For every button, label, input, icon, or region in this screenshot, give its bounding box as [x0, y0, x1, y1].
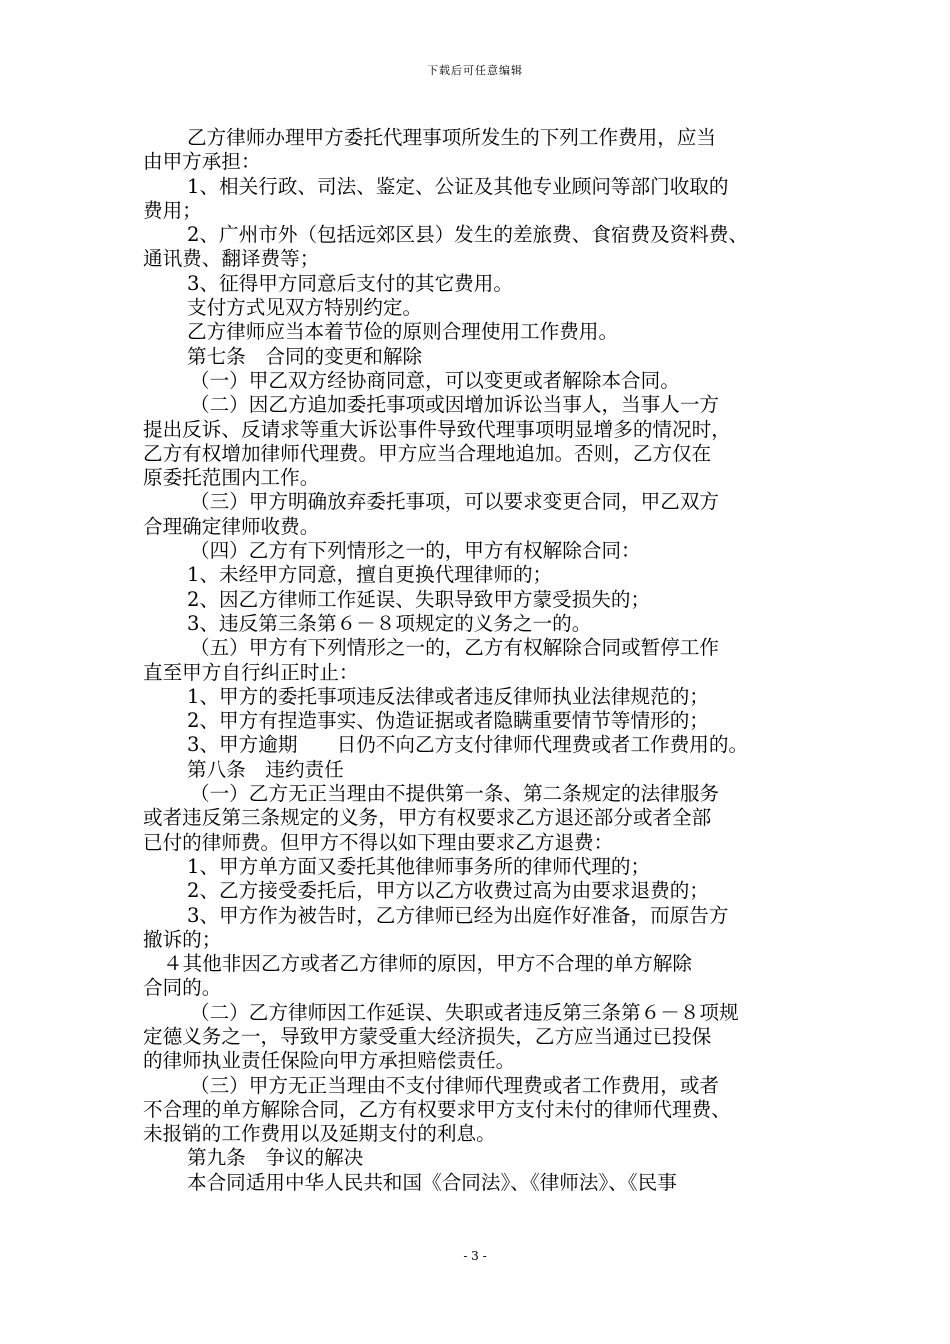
text-line: 2、甲方有捏造事实、伪造证据或者隐瞒重要情节等情形的；: [187, 709, 709, 733]
section-heading: 第七条 合同的变更和解除: [187, 344, 423, 368]
text-line: 直至甲方自行纠正时止：: [143, 660, 359, 684]
text-line: （五）甲方有下列情形之一的，乙方有权解除合同或暂停工作: [190, 636, 720, 660]
text-line: （四）乙方有下列情形之一的，甲方有权解除合同：: [190, 539, 641, 563]
text-line: 2、乙方接受委托后，甲方以乙方收费过高为由要求退费的；: [187, 879, 709, 903]
text-line: 不合理的单方解除合同，乙方有权要求甲方支付未付的律师代理费、: [143, 1097, 731, 1121]
section-heading: 第九条 争议的解决: [187, 1146, 364, 1170]
text-line: 合同的。: [143, 976, 222, 1000]
page-number: - 3 -: [463, 1249, 487, 1263]
text-line: （三）甲方无正当理由不支付律师代理费或者工作费用，或者: [190, 1073, 720, 1097]
text-line: 2、广州市外（包括远郊区县）发生的差旅费、食宿费及资料费、: [187, 223, 749, 247]
text-line: 3、甲方逾期 日仍不向乙方支付律师代理费或者工作费用的。: [187, 733, 749, 757]
header-note: 下载后可任意编辑: [427, 64, 523, 77]
text-line: 费用；: [143, 198, 202, 222]
text-line: （一）甲乙双方经协商同意，可以变更或者解除本合同。: [190, 368, 680, 392]
text-line: 通讯费、翻译费等；: [143, 247, 320, 271]
text-line: 1、甲方的委托事项违反法律或者违反律师执业法律规范的；: [187, 684, 709, 708]
text-line: 未报销的工作费用以及延期支付的利息。: [143, 1122, 496, 1146]
text-line: 乙方律师应当本着节俭的原则合理使用工作费用。: [187, 320, 619, 344]
text-line: 的律师执业责任保险向甲方承担赔偿责任。: [143, 1049, 516, 1073]
text-line: （一）乙方无正当理由不提供第一条、第二条规定的法律服务: [190, 782, 720, 806]
text-line: 1、甲方单方面又委托其他律师事务所的律师代理的；: [187, 854, 651, 878]
text-line: 撤诉的；: [143, 927, 222, 951]
text-line: 1、相关行政、司法、鉴定、公证及其他专业顾问等部门收取的: [187, 174, 729, 198]
text-line: 支付方式见双方特别约定。: [187, 296, 423, 320]
text-line: 3、违反第三条第６－８项规定的义务之一的。: [187, 611, 592, 635]
text-line: （三）甲方明确放弃委托事项，可以要求变更合同，甲乙双方: [190, 490, 720, 514]
text-line: 定德义务之一，导致甲方蒙受重大经济损失，乙方应当通过已投保: [143, 1024, 712, 1048]
text-line: 乙方律师办理甲方委托代理事项所发生的下列工作费用，应当: [187, 126, 717, 149]
text-line: 已付的律师费。但甲方不得以如下理由要求乙方退费：: [143, 830, 614, 854]
text-line: 2、因乙方律师工作延误、失职导致甲方蒙受损失的；: [187, 587, 651, 611]
text-line: 3、征得甲方同意后支付的其它费用。: [187, 271, 513, 295]
section-heading: 第八条 违约责任: [187, 757, 344, 781]
text-line: 3、甲方作为被告时，乙方律师已经为出庭作好准备，而原告方: [187, 903, 729, 927]
text-line: （二）因乙方追加委托事项或因增加诉讼当事人，当事人一方: [190, 393, 720, 417]
text-line: 本合同适用中华人民共和国《合同法》、《律师法》、《民事: [187, 1170, 677, 1194]
text-line: 或者违反第三条规定的义务，甲方有权要求乙方退还部分或者全部: [143, 806, 712, 830]
text-line: 1、未经甲方同意，擅自更换代理律师的；: [187, 563, 553, 587]
contract-body: [143, 126, 813, 1195]
text-line: 提出反诉、反请求等重大诉讼事件导致代理事项明显增多的情况时，: [143, 417, 731, 441]
text-line: 原委托范围内工作。: [143, 466, 320, 490]
text-line: 乙方有权增加律师代理费。甲方应当合理地追加。否则，乙方仅在: [143, 441, 712, 465]
text-line: 合理确定律师收费。: [143, 514, 320, 538]
text-line: 由甲方承担：: [143, 150, 261, 174]
text-line: （二）乙方律师因工作延误、失职或者违反第三条第６－８项规: [190, 1000, 739, 1024]
text-line: ４其他非因乙方或者乙方律师的原因，甲方不合理的单方解除: [163, 952, 693, 976]
